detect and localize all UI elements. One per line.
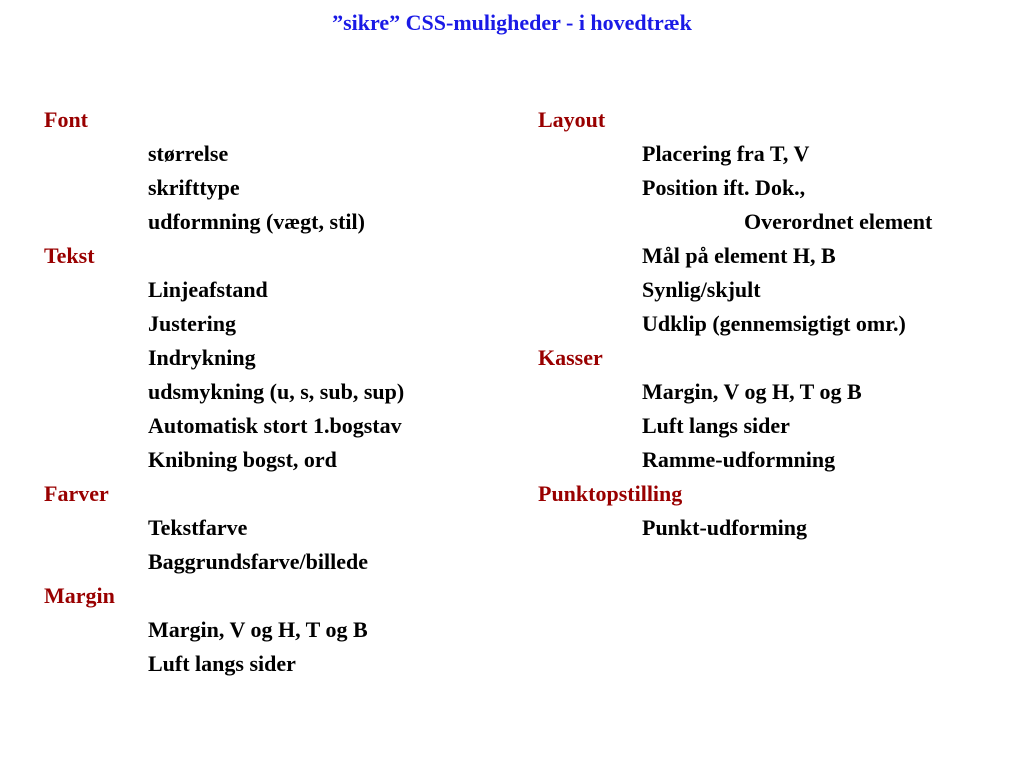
section-heading-font: Font — [44, 107, 88, 132]
list-item: Indrykning — [148, 345, 256, 370]
list-item: Position ift. Dok., — [642, 175, 806, 200]
list-item: Ramme-udformning — [642, 447, 836, 472]
list-item: skrifttype — [148, 175, 240, 200]
list-item: Udklip (gennemsigtigt omr.) — [642, 311, 906, 336]
list-item: udsmykning (u, s, sub, sup) — [148, 379, 405, 404]
section-heading-layout: Layout — [538, 107, 606, 132]
section-heading-punktopstilling: Punktopstilling — [538, 481, 683, 506]
section-heading-tekst: Tekst — [44, 243, 95, 268]
list-item: Mål på element H, B — [642, 243, 836, 268]
list-item: Punkt-udforming — [642, 515, 808, 540]
right-column — [538, 103, 1008, 545]
list-item: Luft langs sider — [148, 651, 296, 676]
list-item: Linjeafstand — [148, 277, 268, 302]
list-item: Tekstfarve — [148, 515, 248, 540]
list-item: Justering — [148, 311, 236, 336]
list-item: Placering fra T, V — [642, 141, 810, 166]
list-item: Luft langs sider — [642, 413, 790, 438]
list-item: Overordnet element — [744, 209, 933, 234]
list-item: Margin, V og H, T og B — [642, 379, 862, 404]
list-item: Automatisk stort 1.bogstav — [148, 413, 402, 438]
left-column — [44, 103, 514, 681]
section-heading-farver: Farver — [44, 481, 109, 506]
list-item: Knibning bogst, ord — [148, 447, 337, 472]
list-item: størrelse — [148, 141, 229, 166]
section-heading-margin: Margin — [44, 583, 115, 608]
list-item: udformning (vægt, stil) — [148, 209, 365, 234]
section-heading-kasser: Kasser — [538, 345, 603, 370]
list-item: Synlig/skjult — [642, 277, 761, 302]
list-item: Baggrundsfarve/billede — [148, 549, 369, 574]
slide-title: ”sikre” CSS-muligheder - i hovedtræk — [332, 10, 692, 35]
list-item: Margin, V og H, T og B — [148, 617, 368, 642]
